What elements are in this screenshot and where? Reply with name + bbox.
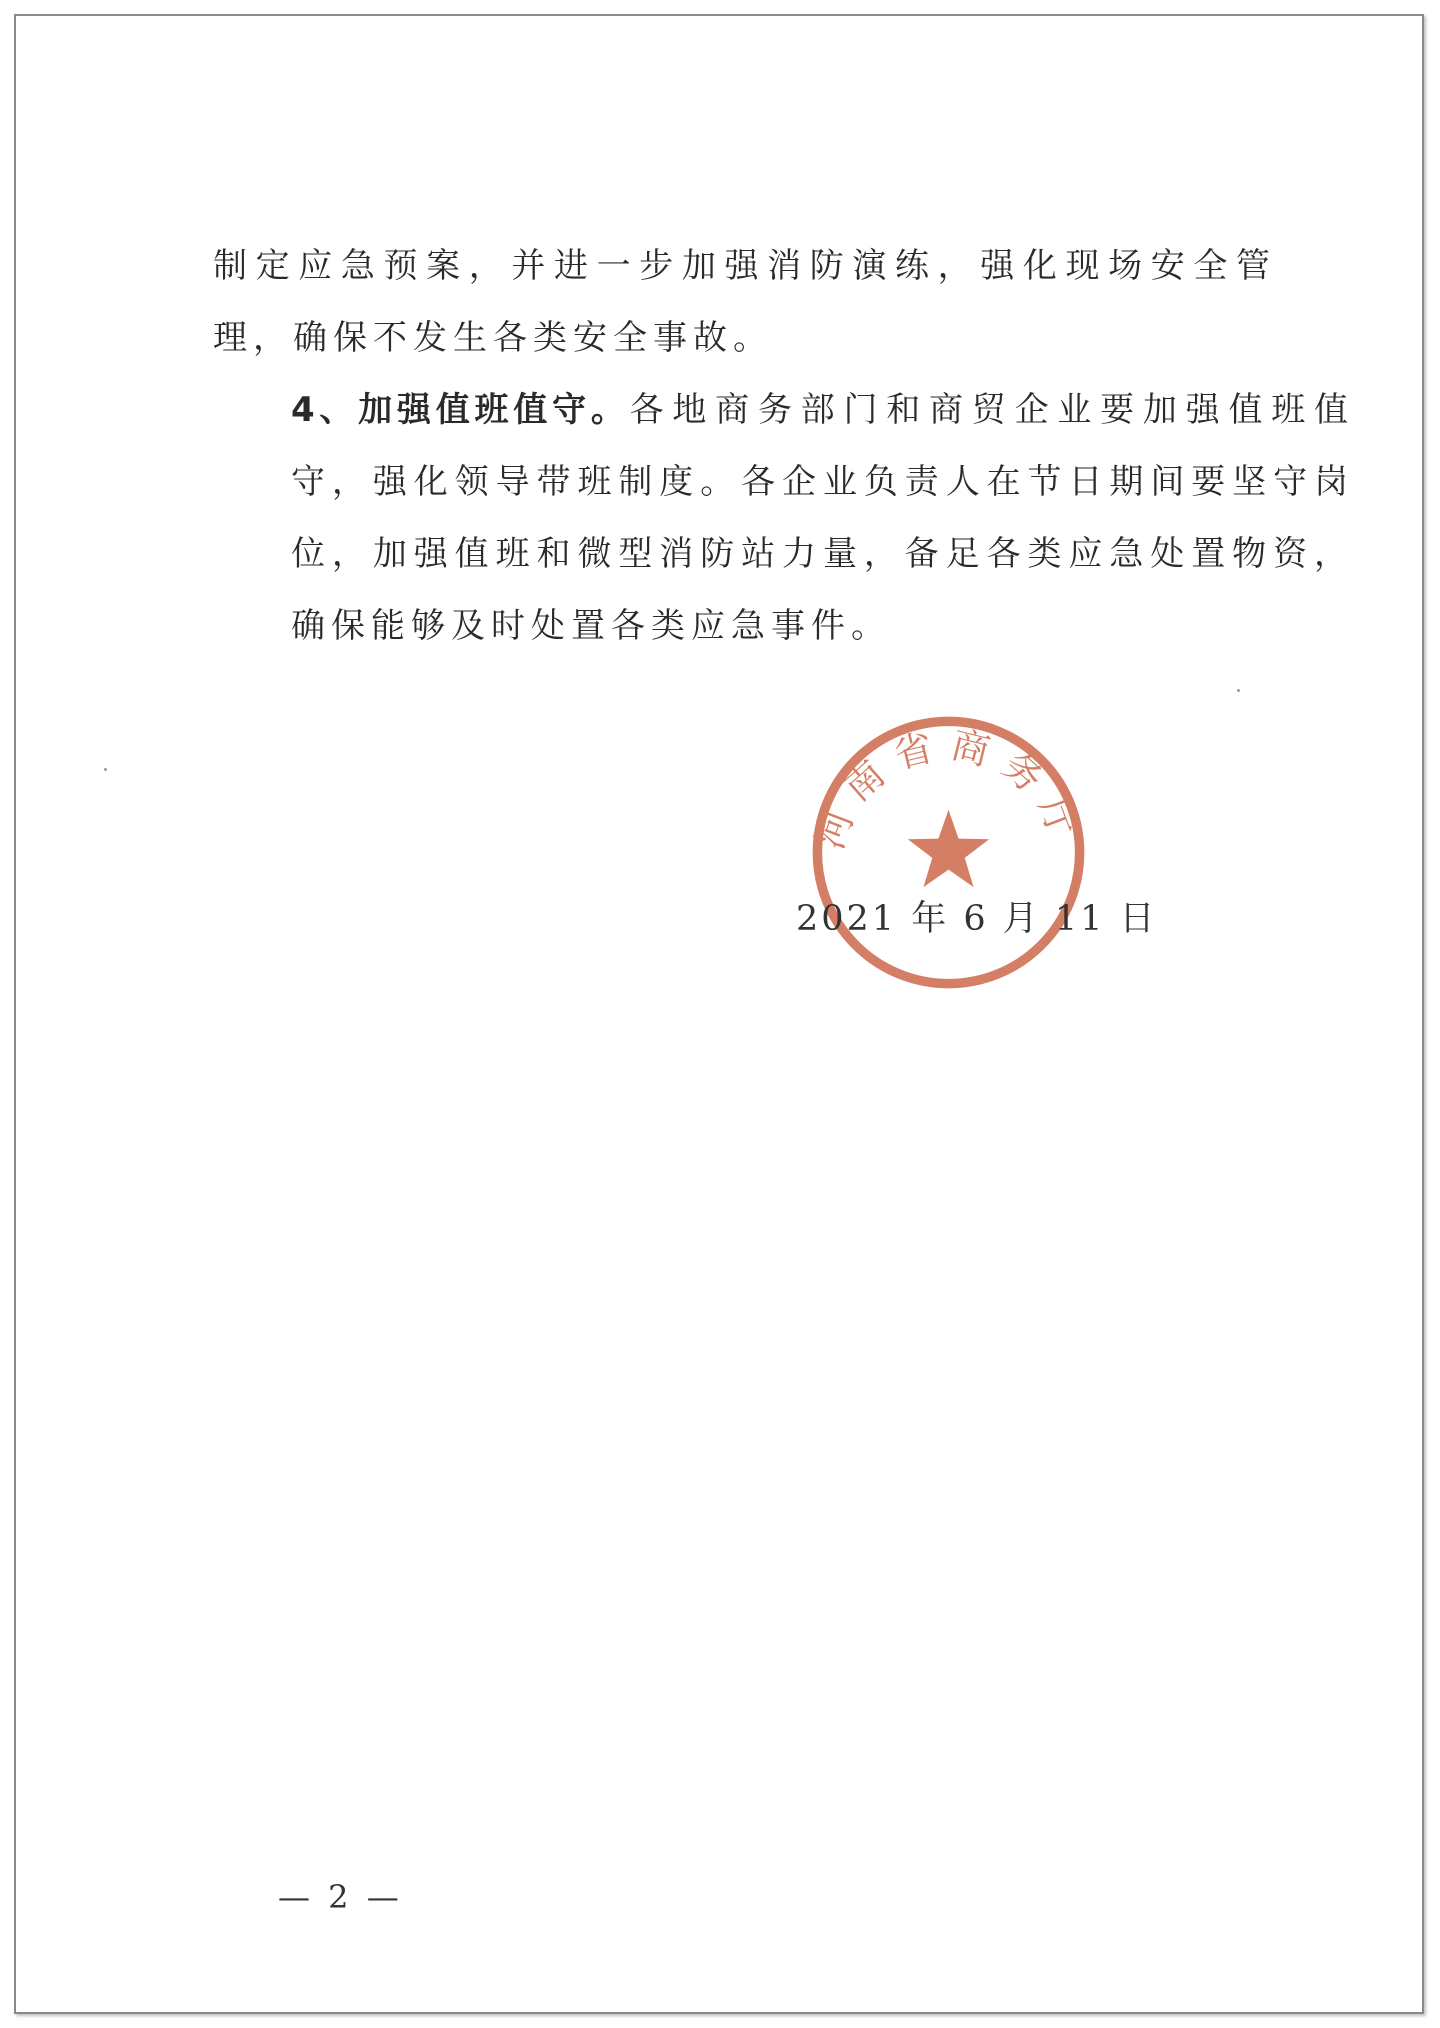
scan-speck [104, 768, 107, 771]
star-icon [908, 810, 989, 887]
official-seal [806, 710, 1091, 995]
section-heading: 4、加强值班值守。 [291, 390, 630, 430]
issue-date: 2021 年 6 月 11 日 [796, 899, 1158, 939]
seal-text: 河南省商务厅 [807, 722, 1090, 855]
paragraph-1-text: 制定应急预案，并进一步加强消防演练，强化现场安全管理，确保不发生各类安全事故。 [213, 246, 1276, 358]
scan-speck [1237, 689, 1240, 692]
paragraph-2 [213, 374, 1354, 662]
page-number: — 2 — [278, 1878, 403, 1916]
seal-graphic [806, 710, 1091, 995]
paragraph-1 [213, 230, 1276, 374]
document-page [14, 14, 1424, 2014]
paragraph-2-text: 各地商务部门和商贸企业要加强值班值守，强化领导带班制度。各企业负责人在节日期间要坚守岗位，加强值班和微型消防站力量，备足各类应急处置物资，确保能够及时处置各类应急事件。 [291, 390, 1354, 646]
